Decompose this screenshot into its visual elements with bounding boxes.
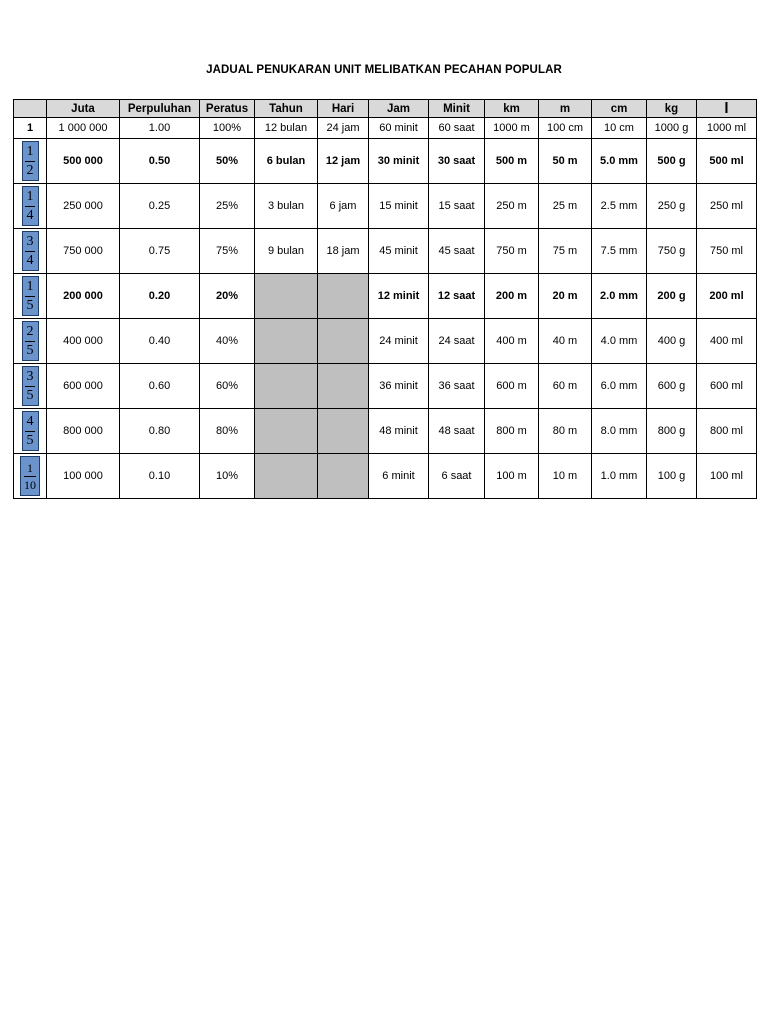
fraction-icon: [22, 141, 39, 181]
table-row: [14, 139, 757, 184]
table-cell: 50 m: [539, 139, 592, 184]
table-cell: 5.0 mm: [592, 139, 647, 184]
fraction-numerator: 3: [26, 368, 34, 384]
shaded-cell: [255, 364, 318, 409]
table-cell: 750 g: [647, 229, 697, 274]
table-cell: 24 jam: [318, 118, 369, 139]
table-cell: 80 m: [539, 409, 592, 454]
shaded-cell: [255, 409, 318, 454]
fraction-numerator: 3: [26, 233, 34, 249]
table-cell: 48 saat: [429, 409, 485, 454]
fraction-cell: [14, 319, 47, 364]
table-cell: 250 000: [47, 184, 120, 229]
table-cell: 25 m: [539, 184, 592, 229]
table-cell: 500 m: [485, 139, 539, 184]
table-cell: 60 saat: [429, 118, 485, 139]
table-cell: 45 saat: [429, 229, 485, 274]
table-cell: 250 g: [647, 184, 697, 229]
table-cell: 0.50: [120, 139, 200, 184]
table-cell: 6.0 mm: [592, 364, 647, 409]
fraction-denominator: 5: [26, 432, 34, 448]
header-m: m: [539, 100, 592, 118]
table-cell: 25%: [200, 184, 255, 229]
header-l: l: [697, 100, 757, 118]
table-cell: 80%: [200, 409, 255, 454]
fraction-cell: [14, 229, 47, 274]
fraction-icon: [22, 186, 39, 226]
shaded-cell: [255, 274, 318, 319]
table-cell: 8.0 mm: [592, 409, 647, 454]
page-title: JADUAL PENUKARAN UNIT MELIBATKAN PECAHAN POPULAR: [206, 64, 562, 76]
table-cell: 15 minit: [369, 184, 429, 229]
table-cell: 48 minit: [369, 409, 429, 454]
table-row: [14, 319, 757, 364]
table-row: [14, 229, 757, 274]
table-cell: 6 jam: [318, 184, 369, 229]
fraction-cell: [14, 184, 47, 229]
header-peratus: Peratus: [200, 100, 255, 118]
table-cell: 500 g: [647, 139, 697, 184]
table-cell: 750 ml: [697, 229, 757, 274]
table-cell: 12 minit: [369, 274, 429, 319]
table-cell: 30 minit: [369, 139, 429, 184]
shaded-cell: [318, 364, 369, 409]
fraction-numerator: 1: [26, 143, 34, 159]
table-row: [14, 409, 757, 454]
table-cell: 12 saat: [429, 274, 485, 319]
header-cm: cm: [592, 100, 647, 118]
table-cell: 750 000: [47, 229, 120, 274]
table-cell: 1 000 000: [47, 118, 120, 139]
table-cell: 800 m: [485, 409, 539, 454]
table-cell: 0.40: [120, 319, 200, 364]
table-cell: 200 m: [485, 274, 539, 319]
shaded-cell: [255, 319, 318, 364]
header-jam: Jam: [369, 100, 429, 118]
fraction-numerator: 1: [26, 278, 34, 294]
fraction-denominator: 5: [26, 342, 34, 358]
fraction-denominator: 4: [26, 252, 34, 268]
table-cell: 100%: [200, 118, 255, 139]
shaded-cell: [318, 454, 369, 499]
table-cell: 18 jam: [318, 229, 369, 274]
table-cell: 2.5 mm: [592, 184, 647, 229]
fraction-denominator: 5: [26, 297, 34, 313]
fraction-numerator: 1: [27, 460, 33, 475]
table-cell: 100 m: [485, 454, 539, 499]
fraction-icon: [22, 411, 39, 451]
table-cell: 400 000: [47, 319, 120, 364]
table-cell: 1000 g: [647, 118, 697, 139]
table-cell: 36 saat: [429, 364, 485, 409]
table-cell: 1.00: [120, 118, 200, 139]
fraction-denominator: 4: [26, 207, 34, 223]
header-km: km: [485, 100, 539, 118]
table-cell: 0.20: [120, 274, 200, 319]
fraction-bar: [25, 161, 36, 162]
header-row: [14, 100, 757, 118]
fraction-icon: [20, 456, 40, 496]
table-cell: 0.75: [120, 229, 200, 274]
fraction-bar: [25, 296, 36, 297]
table-cell: 12 bulan: [255, 118, 318, 139]
table-row: [14, 454, 757, 499]
fraction-denominator: 2: [26, 162, 34, 178]
table-row: [14, 184, 757, 229]
fraction-icon: [22, 321, 39, 361]
table-cell: 0.10: [120, 454, 200, 499]
table-cell: 500 ml: [697, 139, 757, 184]
table-cell: 4.0 mm: [592, 319, 647, 364]
table-cell: 60 m: [539, 364, 592, 409]
table-cell: 50%: [200, 139, 255, 184]
fraction-bar: [25, 251, 36, 252]
table-cell: 250 m: [485, 184, 539, 229]
table-cell: 40 m: [539, 319, 592, 364]
table-cell: 600 g: [647, 364, 697, 409]
fraction-denominator: 10: [24, 477, 36, 492]
table-cell: 60 minit: [369, 118, 429, 139]
shaded-cell: [318, 319, 369, 364]
table-cell: 7.5 mm: [592, 229, 647, 274]
table-cell: 6 minit: [369, 454, 429, 499]
fraction-icon: [22, 276, 39, 316]
table-cell: 100 ml: [697, 454, 757, 499]
table-cell: 750 m: [485, 229, 539, 274]
fraction-cell: [14, 364, 47, 409]
header-juta: Juta: [47, 100, 120, 118]
fraction-bar: [24, 476, 37, 477]
table-cell: 6 bulan: [255, 139, 318, 184]
table-cell: 600 ml: [697, 364, 757, 409]
fraction-icon: [22, 231, 39, 271]
fraction-icon: [22, 366, 39, 406]
table-cell: 0.25: [120, 184, 200, 229]
fraction-bar: [25, 341, 36, 342]
table-cell: 200 g: [647, 274, 697, 319]
header-minit: Minit: [429, 100, 485, 118]
table-cell: 400 g: [647, 319, 697, 364]
table-cell: 1.0 mm: [592, 454, 647, 499]
table-cell: 400 m: [485, 319, 539, 364]
table-cell: 250 ml: [697, 184, 757, 229]
shaded-cell: [318, 409, 369, 454]
shaded-cell: [255, 454, 318, 499]
table-cell: 1000 ml: [697, 118, 757, 139]
header-hari: Hari: [318, 100, 369, 118]
table-cell: 24 minit: [369, 319, 429, 364]
table-cell: 10%: [200, 454, 255, 499]
table-cell: 100 cm: [539, 118, 592, 139]
fraction-bar: [25, 206, 36, 207]
header-corner: [14, 100, 47, 118]
header-tahun: Tahun: [255, 100, 318, 118]
table-cell: 800 g: [647, 409, 697, 454]
fraction-bar: [25, 386, 36, 387]
fraction-numerator: 2: [26, 323, 34, 339]
table-cell: 15 saat: [429, 184, 485, 229]
fraction-cell: [14, 409, 47, 454]
table-cell: 600 m: [485, 364, 539, 409]
table-cell: 9 bulan: [255, 229, 318, 274]
table-cell: 3 bulan: [255, 184, 318, 229]
table-cell: 24 saat: [429, 319, 485, 364]
table-cell: 75%: [200, 229, 255, 274]
table-row: [14, 274, 757, 319]
table-cell: 20 m: [539, 274, 592, 319]
shaded-cell: [318, 274, 369, 319]
fraction-denominator: 5: [26, 387, 34, 403]
header-perpuluhan: Perpuluhan: [120, 100, 200, 118]
fraction-cell: [14, 454, 47, 499]
table-cell: 6 saat: [429, 454, 485, 499]
row-label: 1: [14, 118, 47, 139]
header-kg: kg: [647, 100, 697, 118]
table-cell: 200 000: [47, 274, 120, 319]
table-cell: 100 000: [47, 454, 120, 499]
table-cell: 75 m: [539, 229, 592, 274]
table-cell: 0.60: [120, 364, 200, 409]
table-cell: 45 minit: [369, 229, 429, 274]
table-cell: 10 cm: [592, 118, 647, 139]
table-row: [14, 364, 757, 409]
table-cell: 10 m: [539, 454, 592, 499]
table-cell: 2.0 mm: [592, 274, 647, 319]
fraction-cell: [14, 274, 47, 319]
table-cell: 12 jam: [318, 139, 369, 184]
fraction-cell: [14, 139, 47, 184]
table-row-whole: [14, 118, 757, 139]
fraction-numerator: 4: [26, 413, 34, 429]
table-cell: 800 000: [47, 409, 120, 454]
table-cell: 36 minit: [369, 364, 429, 409]
table-cell: 30 saat: [429, 139, 485, 184]
table-cell: 40%: [200, 319, 255, 364]
table-cell: 600 000: [47, 364, 120, 409]
fraction-bar: [25, 431, 36, 432]
table-cell: 1000 m: [485, 118, 539, 139]
table-cell: 0.80: [120, 409, 200, 454]
table-cell: 20%: [200, 274, 255, 319]
table-cell: 400 ml: [697, 319, 757, 364]
table-cell: 60%: [200, 364, 255, 409]
table-cell: 200 ml: [697, 274, 757, 319]
table-cell: 500 000: [47, 139, 120, 184]
fraction-numerator: 1: [26, 188, 34, 204]
table-cell: 800 ml: [697, 409, 757, 454]
conversion-table: [13, 99, 757, 499]
table-cell: 100 g: [647, 454, 697, 499]
